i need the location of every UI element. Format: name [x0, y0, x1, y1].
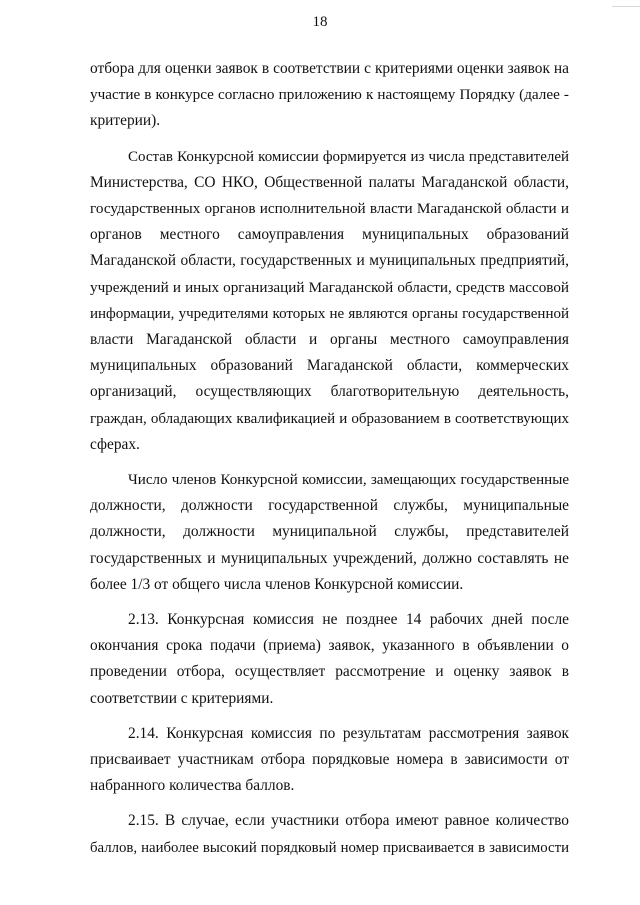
text-line: участие в конкурсе согласно приложению к настоящему Порядку (далее -	[90, 86, 569, 104]
text-line: отбора для оценки заявок в соответствии с критериями оценки заявок на	[90, 60, 569, 77]
text-line: Число членов Конкурсной комиссии, замещающих государственные	[128, 472, 569, 489]
text-line: органов местного самоуправления муниципальных образований	[90, 226, 569, 244]
text-line: информации, учредителями которых не являются органы государственной	[90, 305, 569, 322]
paragraph-clause-2-13	[90, 607, 569, 712]
text-line: баллов, наиболее высокий порядковый номер присваивается в зависимости	[90, 839, 569, 856]
text-line: соответствии с критериями.	[90, 689, 274, 707]
page-edge-mark	[612, 0, 640, 7]
text-line: присваивает участникам отбора порядковые номера в зависимости от	[90, 751, 569, 769]
text-line: более 1/3 от общего числа членов Конкурсной комиссии.	[90, 575, 464, 593]
paragraph-member-limit	[90, 467, 569, 598]
paragraph-clause-2-15	[90, 808, 569, 860]
text-line: Министерства, СО НКО, Общественной палаты Магаданской области,	[90, 173, 569, 191]
text-line: окончания срока подачи (приема) заявок, указанного в объявлении о	[90, 637, 569, 655]
text-line: учреждений и иных организаций Магаданской области, средств массовой	[90, 278, 569, 296]
text-line: организаций, осуществляющих благотворительную деятельность,	[90, 383, 569, 401]
text-line: сферах.	[90, 435, 140, 453]
paragraph-continuation	[90, 56, 569, 135]
text-line: 2.14. Конкурсная комиссия по результатам рассмотрения заявок	[128, 724, 569, 742]
text-line: Состав Конкурсной комиссии формируется из числа представителей	[128, 148, 569, 165]
text-line: государственных и муниципальных учреждений, должно составлять не	[90, 549, 569, 567]
text-line: 2.13. Конкурсная комиссия не позднее 14 рабочих дней после	[128, 611, 569, 629]
document-body	[90, 56, 569, 861]
text-line: 2.15. В случае, если участники отбора имеют равное количество	[128, 812, 569, 830]
text-line: муниципальных образований Магаданской области, коммерческих	[90, 357, 569, 375]
text-line: набранного количества баллов.	[90, 777, 295, 795]
text-line: критерии).	[90, 112, 161, 130]
text-line: государственных органов исполнительной власти Магаданской области и	[90, 200, 569, 218]
text-line: должности, должности муниципальной службы, представителей	[90, 523, 569, 541]
page-number: 18	[312, 14, 328, 30]
text-line: проведении отбора, осуществляет рассмотрение и оценку заявок в	[90, 663, 569, 681]
text-line: граждан, обладающих квалификацией и образованием в соответствующих	[90, 410, 569, 427]
text-line: должности, должности государственной службы, муниципальные	[90, 497, 569, 515]
text-line: Магаданской области, государственных и муниципальных предприятий,	[90, 252, 569, 270]
paragraph-clause-2-14	[90, 721, 569, 800]
paragraph-commission-composition	[90, 144, 569, 458]
text-line: власти Магаданской области и органы местного самоуправления	[90, 331, 569, 349]
